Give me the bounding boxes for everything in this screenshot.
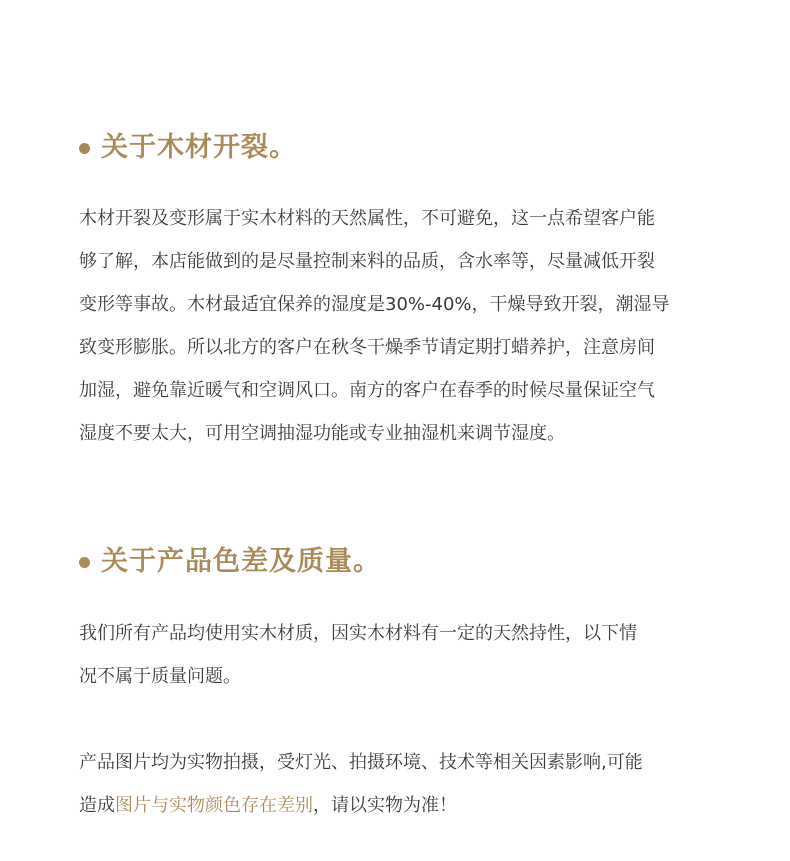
wood-cracking-paragraph (79, 197, 719, 455)
paragraph-line: 况不属于质量问题。 (79, 666, 241, 687)
paragraph-line: 够了解，本店能做到的是尽量控制来料的品质，含水率等，尽量减低开裂 (79, 251, 655, 272)
paragraph-line: 变形等事故。木材最适宜保养的湿度是30%-40%，干燥导致开裂，潮湿导 (79, 294, 670, 315)
section-heading-wood-cracking (79, 128, 297, 168)
paragraph-line: 致变形膨胀。所以北方的客户在秋冬干燥季节请定期打蜡养护，注意房间 (79, 337, 655, 358)
paragraph-line: 木材开裂及变形属于实木材料的天然属性，不可避免，这一点希望客户能 (79, 208, 655, 229)
section-heading-color-quality (79, 542, 381, 582)
section-title: 关于木材开裂。 (101, 132, 297, 163)
bullet-dot-icon (79, 143, 90, 154)
photo-disclaimer-paragraph (79, 741, 719, 827)
bullet-dot-icon (79, 557, 90, 568)
color-difference-highlight: 图片与实物颜色存在差别 (115, 795, 313, 816)
disclaimer-prefix: 造成 (79, 795, 115, 816)
material-note-paragraph (79, 612, 719, 698)
paragraph-line: 我们所有产品均使用实木材质，因实木材料有一定的天然持性，以下情 (79, 623, 637, 644)
disclaimer-suffix: ，请以实物为准！ (313, 795, 457, 816)
paragraph-line (79, 784, 719, 827)
paragraph-line: 加湿，避免靠近暖气和空调风口。南方的客户在春季的时候尽量保证空气 (79, 380, 655, 401)
paragraph-line: 产品图片均为实物拍摄，受灯光、拍摄环境、技术等相关因素影响,可能 (79, 752, 643, 773)
paragraph-line: 湿度不要太大，可用空调抽湿功能或专业抽湿机来调节湿度。 (79, 423, 565, 444)
section-title: 关于产品色差及质量。 (101, 546, 381, 577)
